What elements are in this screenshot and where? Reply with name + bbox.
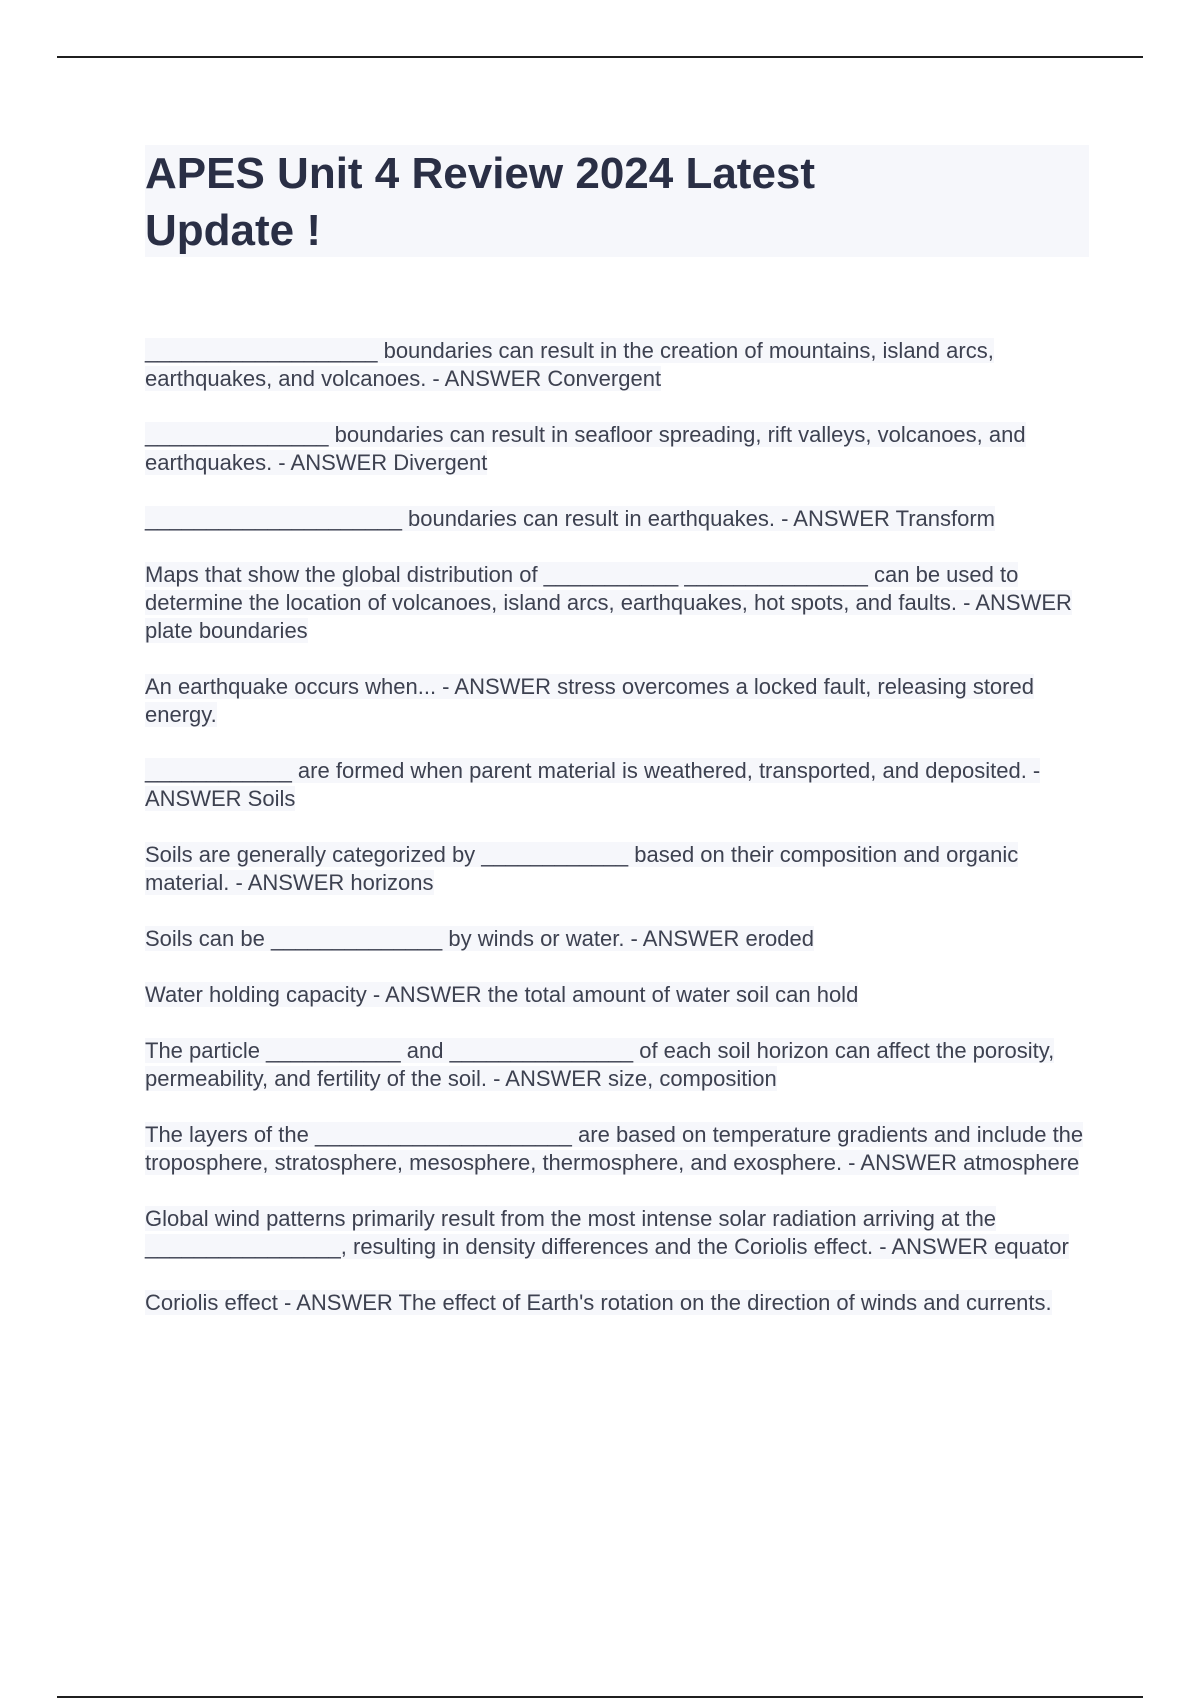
qa-text: ___________________ boundaries can result in the creation of mountains, island arcs, earthquakes, and volcanoes. - ANSWER Convergent [145,338,994,391]
bottom-divider [57,1696,1143,1698]
qa-item-12 [145,1205,1089,1261]
qa-text: An earthquake occurs when... - ANSWER stress overcomes a locked fault, releasing stored energy. [145,674,1034,727]
qa-text: Coriolis effect - ANSWER The effect of Earth's rotation on the direction of winds and currents. [145,1290,1052,1315]
qa-item-3 [145,505,1089,533]
qa-item-8 [145,925,1089,953]
qa-item-2 [145,421,1089,477]
qa-item-13 [145,1289,1089,1317]
qa-text: Soils are generally categorized by ____________ based on their composition and organic material. - ANSWER horizons [145,842,1019,895]
qa-item-6 [145,757,1089,813]
qa-text: _____________________ boundaries can result in earthquakes. - ANSWER Transform [145,506,995,531]
qa-text: The layers of the _____________________ are based on temperature gradients and include the troposphere, stratosphere, mesosphere, thermosphere, and exosphere. - ANSWER atmosphere [145,1122,1084,1175]
qa-item-4 [145,561,1089,645]
qa-text: Soils can be ______________ by winds or water. - ANSWER eroded [145,926,814,951]
qa-text: _______________ boundaries can result in seafloor spreading, rift valleys, volcanoes, and earthquakes. - ANSWER Divergent [145,422,1026,475]
top-divider [57,56,1143,58]
qa-text: The particle ___________ and _______________ of each soil horizon can affect the porosity, permeability, and fertility of the soil. - ANSWER size, composition [145,1038,1055,1091]
qa-item-11 [145,1121,1089,1177]
qa-item-5 [145,673,1089,729]
qa-text: Maps that show the global distribution of ___________ _______________ can be used to determine the location of volcanoes, island arcs, earthquakes, hot spots, and faults. - ANSWER plate boundaries [145,562,1072,643]
qa-text: ____________ are formed when parent material is weathered, transported, and deposited. - ANSWER Soils [145,758,1041,811]
qa-item-7 [145,841,1089,897]
document-title: APES Unit 4 Review 2024 Latest Update ! [145,149,816,255]
qa-text: Water holding capacity - ANSWER the total amount of water soil can hold [145,982,859,1007]
title-block [145,145,1089,257]
qa-item-10 [145,1037,1089,1093]
qa-list [145,337,1089,1345]
qa-item-9 [145,981,1089,1009]
qa-text: Global wind patterns primarily result from the most intense solar radiation arriving at the ________________, resulting in density differences and the Coriolis effect. - ANSWER equator [145,1206,1069,1259]
qa-item-1 [145,337,1089,393]
